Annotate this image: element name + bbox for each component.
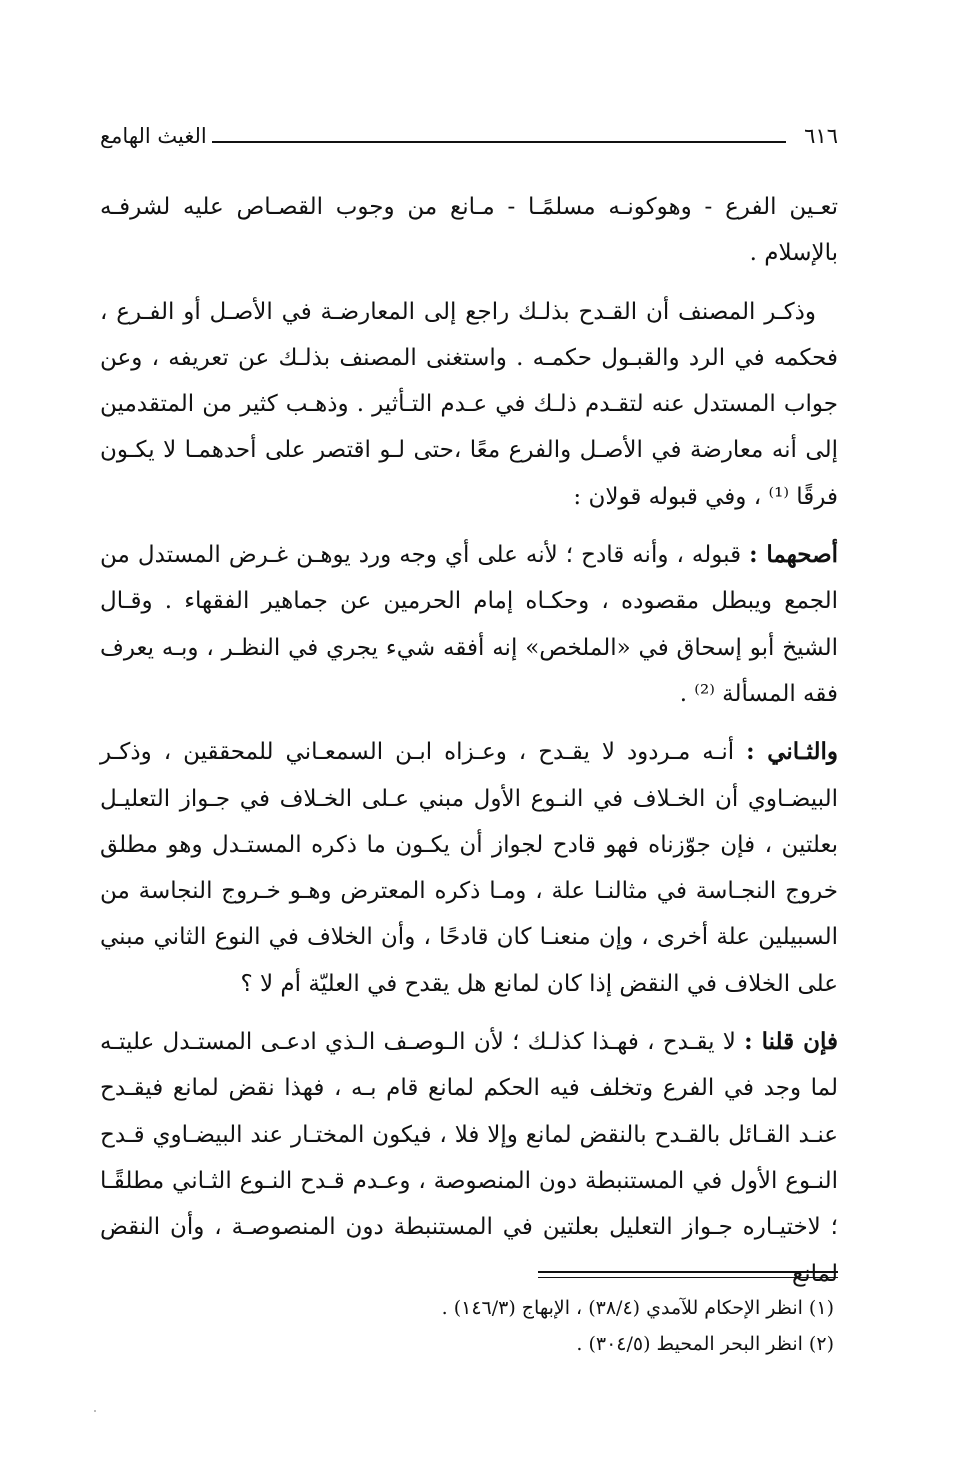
paragraph-lead: فإن قلنا : bbox=[744, 1028, 838, 1056]
paragraph-text: وذكـر المصنف أن القـدح بذلـك راجع إلى المعارضـة في الأصـل أو الفـرع ، فحكمه في الرد والقبـول حكمـه . واستغنى المصنف بذلـك عن تعريفه ، وعن جواب المستدل عنه لتقـدم ذلـك في عـدم التـأثير . وذهـب كثير من المتقدمين إلى أنه معارضة في الأصـل والفرع معًا ،حتى لـو اقتصر على أحدهمـا لا يكـون فرقًا ⁽¹⁾ ، وفي قبوله قولان : bbox=[100, 298, 838, 510]
footnotes bbox=[442, 1290, 834, 1362]
paragraph-text: قبوله ، وأنه قادح ؛ لأنه على أي وجه ورد يوهـن غـرض المستدل من الجمع ويبطل مقصوده ، وحكـاه إمام الحرمين عن جماهير الفقهاء . وقـال الشيخ أبو إسحاق في «الملخص» إنه أفقه شيء يجري في النظـر ، وبـه يعرف فقه المسألة ⁽²⁾ . bbox=[100, 542, 838, 707]
footnote-separator-thin bbox=[538, 1277, 838, 1278]
paragraph bbox=[100, 1019, 838, 1297]
paragraph-text: تعـين الفرع - وهوكونـه مسلمًـا - مـانع من وجوب القصـاص عليه لشرفـه بالإسلام . bbox=[100, 194, 838, 267]
paragraph bbox=[100, 729, 838, 1007]
paragraph-text: أنـه مـردود لا يقـدح ، وعـزاه ابـن السمعـاني للمحققين ، وذكـر البيضـاوي أن الخـلاف في النـوع الأول مبني عـلى الخـلاف في جـواز التعليـل بعلتين ، فإن جوّزناه فهو قادح لجواز أن يكـون ما ذكره المستـدل وهو مطلق خروج النجـاسة في مثالنـا علة ، ومـا ذكره المعترض وهـو خـروج النجاسة من السبيلين علة أخرى ، وإن منعنـا كان قادحًا ، وأن الخلاف في النوع الثاني مبني على الخلاف في النقض إذا كان لمانع هل يقدح في العليّة أم لا ؟ bbox=[100, 739, 838, 997]
footnote: (١) انظر الإحكام للآمدي (٣٨/٤) ، الإبهاج (١٤٦/٣) . bbox=[441, 1297, 834, 1319]
footnote-separator bbox=[538, 1271, 838, 1273]
running-title: الغيث الهامع bbox=[100, 124, 207, 148]
paragraph bbox=[100, 532, 838, 717]
paragraph bbox=[100, 289, 838, 520]
paragraph bbox=[100, 184, 838, 277]
page-number: ٦١٦ bbox=[804, 124, 838, 148]
footnote: (٢) انظر البحر المحيط (٣٠٤/٥) . bbox=[576, 1333, 834, 1355]
running-header bbox=[100, 124, 838, 154]
paragraph-lead: والثـاني : bbox=[746, 738, 838, 766]
header-rule bbox=[212, 141, 786, 143]
scan-speck bbox=[94, 1410, 96, 1412]
paragraph-lead: أصحهما : bbox=[749, 541, 838, 569]
paragraph-text: لا يقـدح ، فهـذا كذلـك ؛ لأن الـوصـف الـذي ادعـى المستـدل عليتـه لما وجد في الفرع وتخلف فيه الحكم لمانع قام بـه ، فهذا نقض لمانع فيقـدح عنـد القـائل بالقـدح بالنقض لمانع وإلا فلا ، فيكون المختـار عند البيضـاوي قـدح النـوع الأول في المستنبطة دون المنصوصة ، وعـدم قـدح النـوع الثـاني مطلقًـا ؛ لاختيـاره جـواز التعليل بعلتين في المستنبطة دون المنصوصـة ، وأن النقض لمانع bbox=[100, 1029, 838, 1287]
body-text bbox=[100, 184, 838, 1309]
